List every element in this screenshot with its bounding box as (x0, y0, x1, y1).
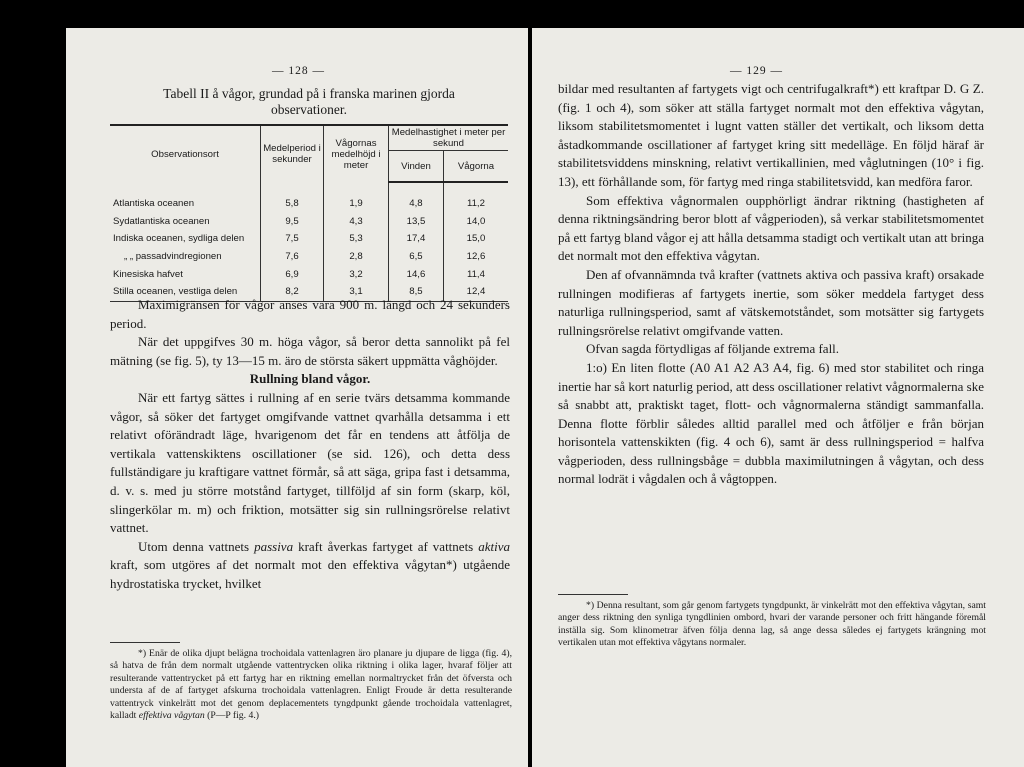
col-header-height: Vågornas medelhöjd i meter (324, 125, 389, 182)
cell: Kinesiska hafvet (113, 268, 183, 280)
cell: Atlantiska oceanen (113, 198, 195, 210)
col-header-place: Observationsort (110, 125, 261, 182)
page-number: — 129 — (730, 65, 783, 77)
cell: Stilla oceanen, vestliga delen (110, 283, 261, 301)
paragraph: Maximigränsen för vågor anses vara 900 m. längd och 24 sekunders period. (110, 297, 510, 331)
cell: 9,5 (261, 213, 324, 231)
cell: 11,2 (443, 195, 508, 213)
paragraph: När det uppgifves 30 m. höga vågor, så beror detta sannolikt på fel mätning (se fig. 5), ty 13—15 m. äro de största säkert uppmätta våghöjder. (110, 334, 510, 368)
table-row (110, 195, 508, 213)
paragraph: 1:o) En liten flotte (A0 A1 A2 A3 A4, fig. 6) med stor stabilitet och ringa inertie har så kort naturlig period, att dess oscillationer relativt vågnormalerna ske så snabbt att, praktiskt taget, flott- och vågnormalerna ständigt sammanfalla. Denna flotte förblir således alltid parallel med och åtföljer e från början horisontela vattenskikten (fig. 4 och 6), samt är dess rullningsperiod = halfva vågperioden, dess rullningsbåge = dubbla maximilutningen å vågytan, och dess normal lodrät i vågdalen och å vågtoppen. (558, 359, 984, 487)
col-header-speed: Medelhastighet i meter per sekund (389, 125, 509, 151)
cell: 12,4 (443, 283, 508, 301)
right-page (532, 28, 1024, 767)
cell: 6,5 (389, 248, 444, 266)
right-body-text (558, 80, 984, 489)
cell: 4,3 (324, 213, 389, 231)
cell: „ „ passadvindregionen (124, 251, 222, 263)
section-heading: Rullning bland vågor. (249, 371, 371, 387)
cell: 12,6 (443, 248, 508, 266)
left-page (66, 28, 528, 767)
cell: 15,0 (443, 230, 508, 248)
cell: 3,2 (324, 265, 389, 283)
footnote-rule (558, 594, 628, 595)
paragraph: Ofvan sagda förtydligas af följande extrema fall. (586, 341, 840, 357)
col-header-waves: Vågorna (443, 151, 508, 183)
paragraph: När ett fartyg sättes i rullning af en serie tvärs detsamma kommande vågor, så söker det fartyget omgifvande vattnet qvarhålla detsamma i ett relativt oförändradt läge, hvarigenom det får en tendens att åtfölja de vertikala vattenskiktens oscillationer (se sid. 126), och detta dess fullständigare ju kraftigare vattnet förmår, så att säga, gripa fast i detsamma, d. v. s. med ju större motstånd fartyget, tillföljd af sin form (skarp, köl, slingerkölar m. m) och friktion, motsätter sig sin rullningsrörelse relativt vattnet. (110, 389, 510, 536)
table-row (110, 265, 508, 283)
table-row (110, 213, 508, 231)
paragraph: Utom denna vattnets passiva kraft åverkas fartyget af vattnets aktiva kraft, som utgöres af det normalt mot den effektiva vågytan*) utgående hydrostatiska trycket, hvilket (110, 538, 510, 591)
cell: 14,0 (443, 213, 508, 231)
paragraph: bildar med resultanten af fartygets vigt och centrifugalkraft*) ett kraftpar D. G Z. (fig. 1 och 4), som söker att ställa fartyget normalt mot den effektiva vågytan, liksom stabilitetsmomentet i lugnt vatten ställer det vertikalt, och liksom detta åstadkommande oscillationer af fartyget kring sitt medelläge. En följd häraf är stabilitetsviddens minskning, relativt vertikallinien, med våglutningen (10° i fig. 13), ett förhållande som, för fartyg med ringa stabilitetsvidd, kan medföra faror. (558, 81, 984, 189)
cell: 7,6 (261, 248, 324, 266)
table-row (110, 230, 508, 248)
table-row (110, 248, 508, 266)
cell: 8,2 (261, 283, 324, 301)
table-caption: Tabell II å vågor, grundad på i franska marinen gjorda observationer. (163, 86, 455, 117)
right-footnote: *) Denna resultant, som går genom fartygets tyngdpunkt, är vinkelrätt mot den effektiva vågytan, samt anger dess riktning den synliga tyngdlinien ombord, hvari der varande personer och fritt hängande föremål inställa sig. Som klinometrar äfven följa denna lag, så ange dessa således ej fartygets krängning mot vertikalen utan mot effektiva vågytans normaler. (558, 600, 986, 649)
col-header-wind: Vinden (389, 151, 444, 183)
wave-table (110, 124, 508, 302)
paragraph: Som effektiva vågnormalen oupphörligt ändrar riktning (hastigheten af denna riktningsändring beror blott af vågperioden), så verkar stabilitetsmomentet på ett fartyg bland vågor ej att hålla detsamma stadigt och vertikalt utan att bringa det normalt mot den effektiva vågytan. (558, 192, 984, 264)
cell: 13,5 (389, 213, 444, 231)
left-footnote: *) Enär de olika djupt belägna trochoidala vattenlagren äro planare ju djupare de ligga (fig. 4), så hatva de från dem normalt utgående vattentrycken olika riktning i olika lager, hvaraf följer att resulterande vattentrycket på ett fartyg har en riktning emellan normaltrycket från det öfversta och understa af de af fartyget afskurna trochoidala vattenlagren. Enligt Froude är detta resulterande vattentryck vinkelrätt mot det genom deplacementets tyngdpunkt gående trochoidala vattenlagret, kalladt effektiva vågytan (P—P fig. 4.) (110, 648, 512, 722)
cell: 4,8 (389, 195, 444, 213)
cell: 5,3 (324, 230, 389, 248)
cell: Indiska oceanen, sydliga delen (113, 233, 245, 245)
cell: 7,5 (261, 230, 324, 248)
cell: 3,1 (324, 283, 389, 301)
cell: 2,8 (324, 248, 389, 266)
cell: 1,9 (324, 195, 389, 213)
cell: 14,6 (389, 265, 444, 283)
col-header-period: Medelperiod i sekunder (261, 125, 324, 182)
cell: 17,4 (389, 230, 444, 248)
left-body-text (110, 296, 510, 594)
cell: 5,8 (261, 195, 324, 213)
cell: 6,9 (261, 265, 324, 283)
cell: 11,4 (443, 265, 508, 283)
footnote-rule (110, 642, 180, 643)
page-number: — 128 — (272, 65, 325, 77)
cell: Sydatlantiska oceanen (113, 215, 210, 227)
paragraph: Den af ofvannämnda två krafter (vattnets aktiva och passiva kraft) orsakade rullningen modifieras af fartygets inertie, som söker meddela fartyget dess naturliga rullningsperiod, samt af vätskemotståndet, som motsätter sig fartygets rullningsrörelse relativt omgifvande vatten. (558, 266, 984, 338)
cell: 8,5 (389, 283, 444, 301)
